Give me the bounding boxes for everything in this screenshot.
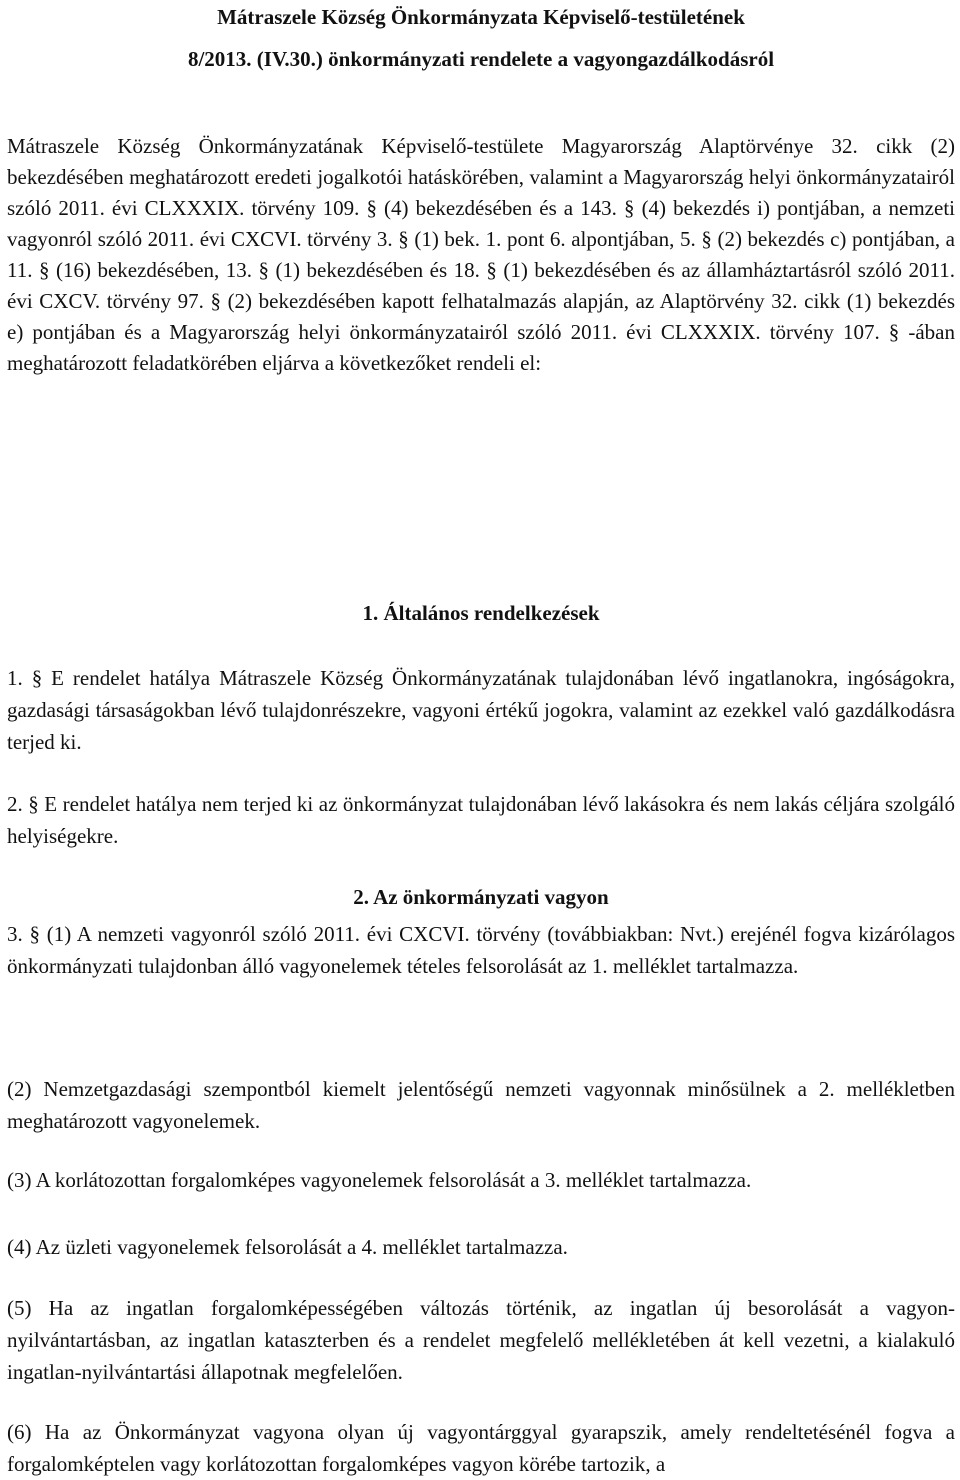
preamble-paragraph: Mátraszele Község Önkormányzatának Képviselő-testülete Magyarország Alaptörvénye 32. cikk (2) bekezdésében meghatározott eredeti jogalkotói hatáskörében, valamint a Magyarország helyi önkormányzatairól szóló 2011. évi CLXXXIX. törvény 109. § (4) bekezdésében és a 143. § (4) bekezdés i) pontjában, a nemzeti vagyonról szóló 2011. évi CXCVI. törvény 3. § (1) bek. 1. pont 6. alpontjában, 5. § (2) bekezdés c) pontjában, a 11. § (16) bekezdésében, 13. § (1) bekezdésében és 18. § (1) bekezdésében és az államháztartásról szóló 2011. évi CXCV. törvény 97. § (2) bekezdésében kapott felhatalmazás alapján, az Alaptörvény 32. cikk (1) bekezdés e) pontjában és a Magyarország helyi önkormányzatairól szóló 2011. évi CLXXXIX. törvény 107. § -ában meghatározott feladatkörében eljárva a következőket rendeli el: [7,134,955,375]
document-title-line2: 8/2013. (IV.30.) önkormányzati rendelete a vagyongazdálkodásról [187,47,775,71]
paragraph-2: 2. § E rendelet hatálya nem terjed ki az önkormányzat tulajdonában lévő lakásokra és nem lakás céljára szolgáló helyiségekre. [7,792,955,848]
section-heading-general: 1. Általános rendelkezések [362,601,600,625]
paragraph-3-1: 3. § (1) A nemzeti vagyonról szóló 2011. évi CXCVI. törvény (továbbiakban: Nvt.) erejénél fogva kizárólagos önkormányzati tulajdonban álló vagyonelemek tételes felsorolását az 1. melléklet tartalmazza. [7,922,955,978]
section-heading-assets: 2. Az önkormányzati vagyon [353,885,609,909]
document-title-line1: Mátraszele Község Önkormányzata Képviselő-testületének [217,5,745,29]
paragraph-3-6: (6) Ha az Önkormányzat vagyona olyan új vagyontárggyal gyarapszik, amely rendeltetésénél fogva a forgalomképtelen vagy korlátozottan forgalomképes vagyon körébe tartozik, a [7,1420,955,1476]
paragraph-3-3: (3) A korlátozottan forgalomképes vagyonelemek felsorolását a 3. melléklet tartalmazza. [7,1168,752,1192]
paragraph-3-2: (2) Nemzetgazdasági szempontból kiemelt jelentőségű nemzeti vagyonnak minősülnek a 2. mellékletben meghatározott vagyonelemek. [7,1077,955,1133]
paragraph-3-4: (4) Az üzleti vagyonelemek felsorolását a 4. melléklet tartalmazza. [7,1235,568,1259]
paragraph-3-5: (5) Ha az ingatlan forgalomképességében változás történik, az ingatlan új besorolását a vagyon-nyilvántartásban, az ingatlan kataszterben és a rendelet megfelelő mellékletében át kell vezetni, a kialakuló ingatlan-nyilvántartási állapotnak megfelelően. [7,1296,955,1384]
paragraph-1: 1. § E rendelet hatálya Mátraszele Község Önkormányzatának tulajdonában lévő ingatlanokra, ingóságokra, gazdasági társaságokban lévő tulajdonrészekre, vagyoni értékű jogokra, valamint az ezekkel való gazdálkodásra terjed ki. [7,666,955,754]
